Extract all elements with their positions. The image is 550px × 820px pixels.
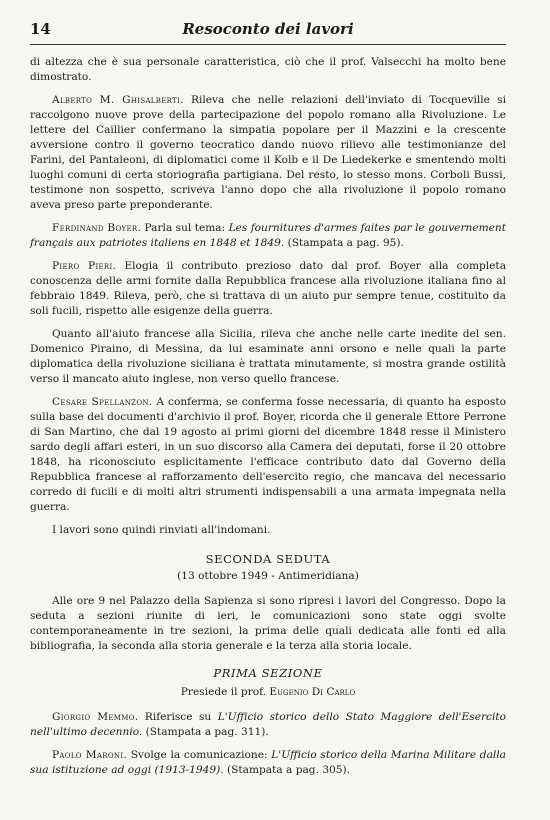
running-head — [30, 18, 506, 45]
session-heading: SECONDA SEDUTA — [205, 552, 331, 566]
paragraph-text: Parla sul tema: — [141, 222, 229, 234]
body-text — [30, 55, 506, 778]
page-reference: (Stampata a pag. 305). — [223, 764, 351, 776]
presiding-name: Eugenio Di Carlo — [269, 686, 356, 698]
paragraph-maroni — [30, 748, 506, 778]
paragraph-sicilia: Quanto all'aiuto francese alla Sicilia, rileva che anche nelle carte inedite del sen. Domenico Piraino, di Messina, da lui esaminate anni orsono e nelle quali la parte diplomatica della rivoluzione siciliana è trattata minutamente, si mostra grande ostilità verso il mancato aiuto inglese, non verso quello francese. — [30, 328, 506, 385]
page-reference: (Stampata a pag. 311). — [142, 726, 269, 738]
paragraph-pieri — [30, 259, 506, 319]
session-intro: Alle ore 9 nel Palazzo della Sapienza si sono ripresi i lavori del Congresso. Dopo la seduta a sezioni riunite di ieri, le comunicazioni sono state oggi svolte contemporaneamente in tre sezioni, la prima delle quali dedicata alle fonti ed alla bibliografia, la seconda alla storia generale e la terza alla storia locale. — [30, 595, 506, 652]
paragraph-text: Rileva che nelle relazioni dell'inviato di Tocqueville si raccolgono nuove prove della partecipazione del popolo romano alla Rivoluzione. Le lettere del Caillier confermano la simpatia popolare per il Mazzini e la crescente avversione contro il governo teocratico dando nuovo rilievo alle testimonianze del Farini, del Pantaleoni, di diplomatici come il Kolb e il De Liedekerke e smentendo molti luoghi comuni di certa storiografia partigiana. Del resto, lo stesso mons. Corboli Bussi, testimone non sospetto, scriveva l'anno dopo che alla rivoluzione il popolo romano aveva preso parte preponderante. — [30, 94, 506, 211]
page-reference: (Stampata a pag. 95). — [284, 237, 404, 249]
session-date: (13 ottobre 1949 - Antimeridiana) — [177, 570, 359, 582]
paragraph-text: A conferma, se conferma fosse necessaria, di quanto ha esposto sulla base dei documenti d'archivio il prof. Boyer, ricorda che il generale Ettore Perrone di San Martino, che dal 19 agosto ai primi giorni del dicembre 1848 resse il Ministero sardo degli affari esteri, in un suo discorso alla Camera dei deputati, forse il 20 ottobre 1848, ha riconosciuto esplicitamente l'efficace contributo dato dal Governo della Repubblica francese al rafforzamento dell'esercito regio, che mancava del necessario corredo di fucili e di molti altri strumenti indispensabili a una armata impegnata nella guerra. — [30, 396, 506, 513]
presiding-line — [30, 685, 506, 700]
page-number: 14 — [30, 20, 51, 38]
speaker-name: Giorgio Memmo. — [52, 711, 139, 723]
speaker-name: Cesare Spellanzon. — [52, 396, 153, 408]
paragraph-text: Svolge la comunicazione: — [127, 749, 272, 761]
paragraph-closing: I lavori sono quindi rinviati all'indomani. — [52, 524, 271, 536]
speaker-name: Ferdinand Boyer. — [52, 222, 142, 234]
paragraph-spellanzon — [30, 395, 506, 515]
paragraph-ghisalberti — [30, 93, 506, 213]
speaker-name: Paolo Maroni. — [52, 749, 128, 761]
paragraph-text: Riferisce su — [138, 711, 218, 723]
paper-title: L'Ufficio storico dello Stato Maggiore dell'Esercito nell'ultimo decennio. — [30, 711, 506, 738]
paper-title: Les fournitures d'armes faites par le gouvernement français aux patriotes italiens en 1848 et 1849. — [30, 222, 506, 249]
running-title: Resoconto dei lavori — [182, 20, 354, 38]
section-heading: PRIMA SEZIONE — [213, 666, 323, 680]
paragraph-memmo — [30, 710, 506, 740]
paragraph-continuation: di altezza che è sua personale caratteristica, ciò che il prof. Valsecchi ha molto bene dimostrato. — [30, 56, 506, 83]
speaker-name: Alberto M. Ghisalberti. — [52, 94, 184, 106]
paragraph-text: Elogia il contributo prezioso dato dal prof. Boyer alla completa conoscenza delle armi fornite dalla Repubblica francese alla rivoluzione italiana fino al febbraio 1849. Rileva, però, che si trattava di un aiuto pur sempre tenue, costituito da soli fucili, rispetto alle esigenze della guerra. — [30, 260, 507, 317]
speaker-name: Piero Pieri. — [52, 260, 117, 272]
presiding-text: Presiede il prof. — [180, 686, 270, 698]
paragraph-boyer — [30, 221, 506, 251]
paper-title: L'Ufficio storico della Marina Militare dalla sua istituzione ad oggi (1913-1949). — [30, 749, 506, 776]
